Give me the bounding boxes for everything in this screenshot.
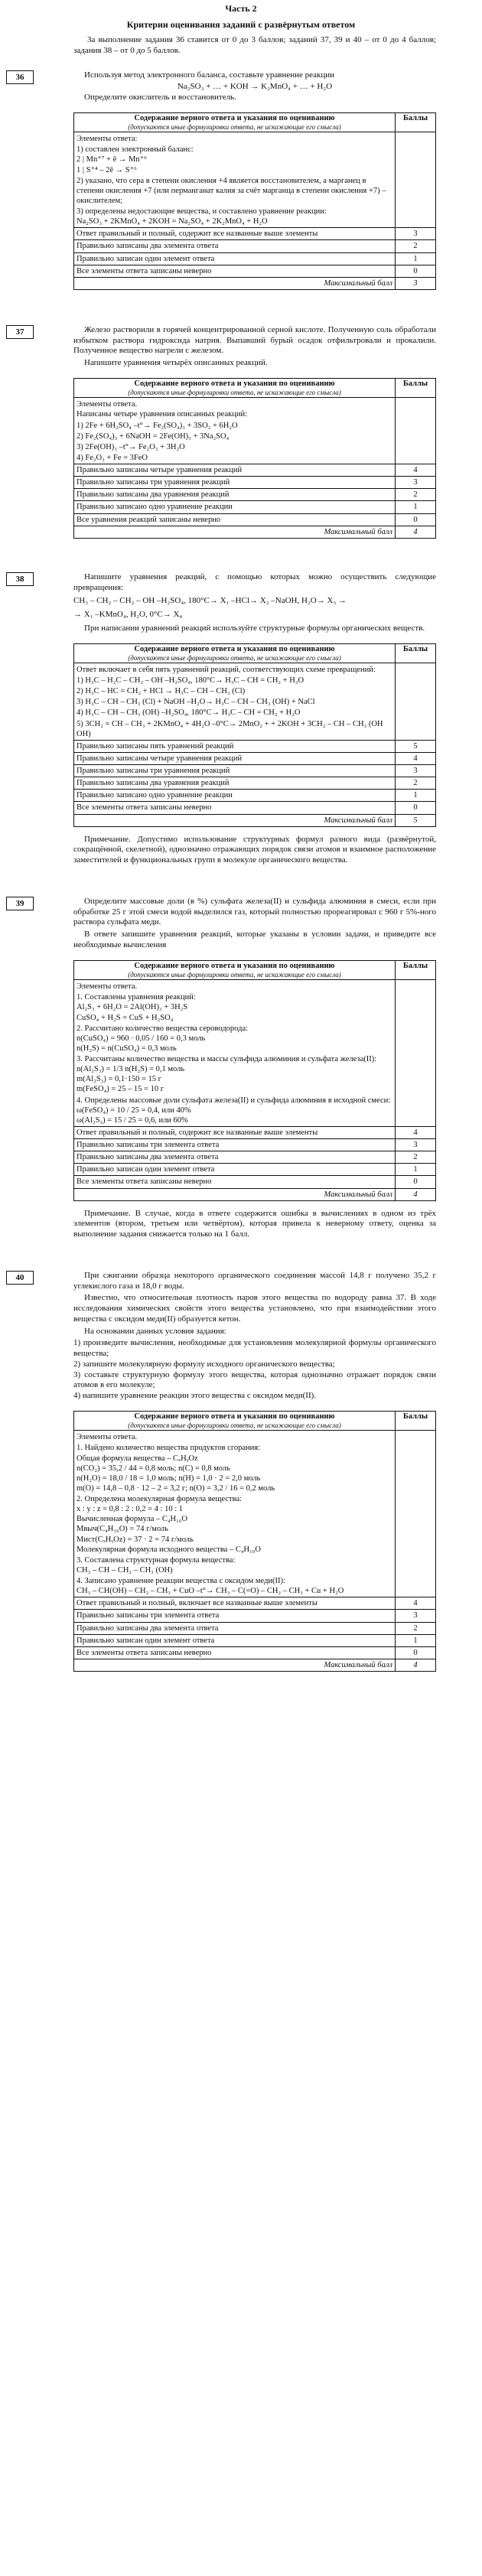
score-row — [74, 790, 436, 802]
score-row — [74, 1164, 436, 1176]
column-header-sublabel: (допускаются иные формулировки ответа, не искажающие его смысла) — [128, 1421, 341, 1429]
score-criterion: Правильно записаны два элемента ответа — [74, 240, 396, 252]
score-points: 0 — [396, 1176, 436, 1188]
score-points: 0 — [396, 1646, 436, 1659]
score-row — [74, 802, 436, 814]
task-number: 39 — [6, 897, 34, 910]
answer-line: n(Al₂S₃) = 1/3 n(H₂S) = 0,1 моль — [77, 1065, 185, 1074]
score-criterion: Ответ правильный и полный, содержит все названные выше элементы — [74, 228, 396, 240]
answer-line: n(CuSO₄) = 960 · 0,05 / 160 = 0,3 моль — [77, 1034, 206, 1043]
score-row — [74, 1139, 436, 1151]
score-criterion: Все элементы ответа записаны неверно — [74, 802, 396, 814]
task-note: Примечание. Допустимо использование структурных формул разного вида (развёрнутой, сокращённой, скелетной), однозначно отражающих порядок связи атомов и взаимное расположение заместителей и функциональных групп в молекуле органического вещества. — [73, 834, 436, 865]
score-points: 0 — [396, 265, 436, 277]
task-equation: Na₂SO₃ + … + KOH → K₂MnO₄ + … + H₂O — [177, 82, 333, 92]
answer-line: 1) H₃C – H₂C – CH₂ – OH –H₂SO₄, 180°C→ H₃C – CH = CH₂ + H₂O — [77, 676, 305, 686]
answer-line: ω(Al₂S₃) = 15 / 25 = 0,6, или 60% — [77, 1115, 188, 1125]
task-paragraph: Определите массовые доли (в %) сульфата железа(II) и сульфида алюминия в смеси, если при обработке 25 г этой смеси водой выделился газ, который полностью прореагировал с 960 г 5%-ного раствора сульфата меди. — [73, 896, 436, 927]
transformation-chain: CH₃ – CH₂ – CH₂ – OH –H₂SO₄, 180°C→ X₁ –HCl→ X₂ –NaOH, H₂O→ X₃ → — [73, 596, 347, 606]
task-note: Примечание. В случае, когда в ответе содержится ошибка в вычислениях в одном из трёх элементов (втором, третьем или четвёртом), которая привела к неверному ответу, оценка за выполнение задания снижается только на 1 балл. — [73, 1208, 436, 1239]
answer-line: m(FeSO₄) = 25 – 15 = 10 г — [77, 1085, 164, 1094]
score-row — [74, 765, 436, 777]
task-39 — [0, 897, 482, 1240]
task-38 — [0, 572, 482, 866]
answer-content-row — [74, 980, 436, 1127]
column-header-sublabel: (допускаются иные формулировки ответа, не искажающие его смысла) — [128, 122, 341, 131]
answer-line: CH₃ – CH – CH₂ – CH₃ (OH) — [77, 1565, 173, 1575]
score-row — [74, 740, 436, 752]
answer-line: ω(FeSO₄) = 10 / 25 = 0,4, или 40% — [77, 1106, 191, 1115]
max-score-label: Максимальный балл — [74, 814, 396, 826]
score-row — [74, 240, 436, 252]
answer-line: 4) Fe₂O₃ + Fe = 3FeO — [77, 453, 148, 462]
answer-line: 5) 3CH₂ = CH – CH₃ + 2KMnO₄ + 4H₂O –0°C→ 2MnO₂ + + 2KOH + 3CH₂ – CH – CH₃ (OH OH) — [77, 719, 383, 738]
score-row — [74, 1634, 436, 1646]
max-score-value: 4 — [396, 526, 436, 538]
score-criterion: Правильно записаны два уравнения реакций — [74, 489, 396, 501]
answer-line: 3) H₃C – CH – CH₃ (Cl) + NaOH –H₂O→ H₃C – CH – CH₃ (OH) + NaCl — [77, 698, 315, 707]
criteria-table — [73, 112, 436, 290]
max-score-label: Максимальный балл — [74, 1188, 396, 1200]
answer-line: 3) определены недостающие вещества, и составлено уравнение реакции: — [77, 207, 327, 217]
column-header-label: Содержание верного ответа и указания по оцениванию — [134, 379, 335, 388]
column-header-content — [74, 378, 396, 397]
max-score-value: 4 — [396, 1659, 436, 1671]
score-criterion: Правильно записано одно уравнение реакции — [74, 501, 396, 513]
task-paragraph: Напишите уравнения четырёх описанных реакций. — [84, 358, 268, 368]
list-item: 2) запишите молекулярную формулу исходного органического вещества; — [73, 1359, 335, 1369]
empty-points-cell — [396, 1431, 436, 1597]
max-score-label: Максимальный балл — [74, 277, 396, 289]
score-points: 2 — [396, 1151, 436, 1164]
task-paragraph: Железо растворили в горячей концентрированной серной кислоте. Полученную соль обработали избытком раствора гидроксида натрия. Выпавший бурый осадок отфильтровали и прокалили. Полученное вещество нагрели с железом. — [73, 324, 436, 356]
score-points: 1 — [396, 790, 436, 802]
score-criterion: Правильно записаны два уравнения реакций — [74, 777, 396, 790]
score-criterion: Правильно записан один элемент ответа — [74, 252, 396, 265]
score-points: 3 — [396, 228, 436, 240]
max-score-row — [74, 1188, 436, 1200]
max-score-value: 3 — [396, 277, 436, 289]
answer-line: m(Al₂S₃) = 0,1·150 = 15 г — [77, 1075, 161, 1084]
answer-content — [74, 980, 396, 1127]
task-text — [73, 897, 436, 951]
task-text — [73, 70, 436, 103]
max-score-row — [74, 526, 436, 538]
answer-line: Al₂S₃ + 6H₂O = 2Al(OH)₃ + 3H₂S — [77, 1003, 188, 1012]
answer-line: 2) Fe₂(SO₄)₃ + 6NaOH = 2Fe(OH)₃ + 3Na₂SO₄ — [77, 432, 230, 441]
answer-line: Na₂SO₃ + 2KMnO₄ + 2KOH = Na₂SO₄ + 2K₂MnO₄ + H₂O — [77, 217, 268, 226]
list-item: 1) произведите вычисления, необходимые для установления молекулярной формулы органического вещества; — [73, 1338, 436, 1359]
score-points: 3 — [396, 765, 436, 777]
task-paragraph: При написании уравнений реакций используйте структурные формулы органических веществ. — [84, 623, 425, 633]
column-header-points: Баллы — [396, 643, 436, 663]
answer-line: 4) H₃C – CH – CH₃ (OH) –H₂SO₄, 180°C→ H₃C – CH = CH₂ + H₂O — [77, 708, 301, 718]
criteria-table — [73, 643, 436, 827]
score-row — [74, 252, 436, 265]
max-score-value: 5 — [396, 814, 436, 826]
score-row — [74, 489, 436, 501]
score-points: 3 — [396, 477, 436, 489]
score-points: 2 — [396, 1622, 436, 1634]
list-item: 4) напишите уравнение реакции этого вещества с оксидом меди(II). — [73, 1391, 317, 1401]
empty-points-cell — [396, 980, 436, 1127]
task-paragraph: Определите окислитель и восстановитель. — [84, 93, 236, 102]
score-row — [74, 501, 436, 513]
task-list — [73, 1338, 436, 1402]
score-row — [74, 1622, 436, 1634]
answer-line: 1. Составлены уравнения реакций: — [77, 993, 196, 1002]
score-row — [74, 1126, 436, 1138]
score-points: 0 — [396, 802, 436, 814]
column-header-label: Содержание верного ответа и указания по оцениванию — [134, 644, 335, 653]
answer-content-row — [74, 1431, 436, 1597]
score-row — [74, 513, 436, 526]
score-points: 1 — [396, 501, 436, 513]
column-header-points: Баллы — [396, 378, 436, 397]
score-points: 0 — [396, 513, 436, 526]
score-points: 1 — [396, 252, 436, 265]
score-row — [74, 752, 436, 764]
column-header-content — [74, 1411, 396, 1430]
answer-line: Элементы ответа. — [77, 982, 138, 992]
score-row — [74, 477, 436, 489]
answer-line: 1. Найдено количество вещества продуктов сгорания: — [77, 1444, 261, 1453]
empty-points-cell — [396, 132, 436, 228]
score-criterion: Правильно записаны три уравнения реакций — [74, 765, 396, 777]
column-header-sublabel: (допускаются иные формулировки ответа, не искажающие его смысла) — [128, 653, 341, 662]
column-header-content — [74, 960, 396, 979]
task-number: 36 — [6, 70, 34, 84]
answer-line: Молекулярная формула исходного вещества – C₄H₁₀O — [77, 1545, 261, 1554]
column-header-label: Содержание верного ответа и указания по оцениванию — [134, 1412, 335, 1421]
max-score-value: 4 — [396, 1188, 436, 1200]
task-number: 40 — [6, 1271, 34, 1285]
task-paragraph: Используя метод электронного баланса, составьте уравнение реакции — [84, 70, 335, 80]
score-criterion: Правильно записаны два элемента ответа — [74, 1151, 396, 1164]
answer-line: n(CO₂) = 35,2 / 44 = 0,8 моль; n(C) = 0,8 моль — [77, 1464, 230, 1473]
answer-line: 1 | S⁺⁴ – 2ē → S⁺⁶ — [77, 165, 137, 174]
answer-content — [74, 663, 396, 740]
score-points: 2 — [396, 489, 436, 501]
score-points: 3 — [396, 1139, 436, 1151]
table-header-row — [74, 112, 436, 132]
answer-line: 1) 2Fe + 6H₂SO₄ –t°→ Fe₂(SO₄)₃ + 3SO₂ + 6H₂O — [77, 421, 238, 430]
column-header-points: Баллы — [396, 112, 436, 132]
table-header-row — [74, 643, 436, 663]
answer-line: 3) 2Fe(OH)₃ –t°→ Fe₂O₃ + 3H₂O — [77, 442, 185, 451]
score-criterion: Правильно записаны три элемента ответа — [74, 1610, 396, 1622]
max-score-row — [74, 1659, 436, 1671]
answer-line: Элементы ответа. — [77, 1433, 138, 1442]
criteria-table — [73, 378, 436, 539]
max-score-label: Максимальный балл — [74, 1659, 396, 1671]
transformation-chain: → X₁ –KMnO₄, H₂O, 0°C→ X₄ — [73, 610, 183, 620]
answer-line: Элементы ответа. — [77, 400, 138, 409]
answer-line: Написаны четыре уравнения описанных реакций: — [77, 410, 247, 419]
answer-line: CH₃ – CH(OH) – CH₂ – CH₃ + CuO –t°→ CH₃ – C(=O) – CH₂ – CH₃ + Cu + H₂O — [77, 1587, 344, 1596]
score-criterion: Все элементы ответа записаны неверно — [74, 265, 396, 277]
answer-content-row — [74, 663, 436, 740]
max-score-row — [74, 814, 436, 826]
answer-line: 2) H₃C – HC = CH₂ + HCl → H₃C – CH – CH₃ (Cl) — [77, 687, 246, 696]
criteria-intro: За выполнение задания 36 ставится от 0 до 3 баллов; заданий 37, 39 и 40 – от 0 до 4 баллов; задания 38 – от 0 до 5 баллов. — [73, 35, 436, 55]
score-points: 3 — [396, 1610, 436, 1622]
answer-content — [74, 132, 396, 228]
answer-line: 2) указано, что сера в степени окисления +4 является восстановителем, а марганец в степени окисления +7 (или перманганат калия за счёт марганца в степени окисления +7) – окислителем; — [77, 176, 386, 205]
table-header-row — [74, 960, 436, 979]
score-points: 1 — [396, 1164, 436, 1176]
score-points: 4 — [396, 1597, 436, 1610]
answer-content — [74, 1431, 396, 1597]
score-criterion: Правильно записано одно уравнение реакции — [74, 790, 396, 802]
answer-line: 2. Определена молекулярная формула вещества: — [77, 1495, 243, 1504]
task-paragraph: Напишите уравнения реакций, с помощью которых можно осуществить следующие превращения: — [73, 572, 436, 592]
score-row — [74, 1646, 436, 1659]
score-points: 2 — [396, 777, 436, 790]
answer-line: CuSO₄ + H₂S = CuS + H₂SO₄ — [77, 1013, 174, 1022]
score-points: 4 — [396, 1126, 436, 1138]
answer-content — [74, 398, 396, 464]
score-criterion: Правильно записаны пять уравнений реакций — [74, 740, 396, 752]
score-criterion: Ответ правильный и полный, включает все названные выше элементы — [74, 1597, 396, 1610]
column-header-sublabel: (допускаются иные формулировки ответа, не искажающие его смысла) — [128, 970, 341, 979]
score-criterion: Правильно записан один элемент ответа — [74, 1634, 396, 1646]
column-header-label: Содержание верного ответа и указания по оцениванию — [134, 961, 335, 970]
task-37 — [0, 325, 482, 539]
criteria-title: Критерии оценивания заданий с развёрнутым ответом — [126, 19, 356, 30]
answer-line: 3. Составлена структурная формула вещества: — [77, 1555, 236, 1565]
empty-points-cell — [396, 398, 436, 464]
score-points: 5 — [396, 740, 436, 752]
score-criterion: Правильно записаны два элемента ответа — [74, 1622, 396, 1634]
score-row — [74, 1176, 436, 1188]
score-criterion: Правильно записан один элемент ответа — [74, 1164, 396, 1176]
score-criterion: Все уравнения реакций записаны неверно — [74, 513, 396, 526]
answer-line: 2. Рассчитано количество вещества сероводорода: — [77, 1024, 249, 1033]
score-criterion: Правильно записаны четыре уравнения реакций — [74, 464, 396, 477]
score-points: 1 — [396, 1634, 436, 1646]
score-criterion: Правильно записаны четыре уравнения реакций — [74, 752, 396, 764]
answer-line: 2 | Mn⁺⁷ + ē → Mn⁺⁶ — [77, 155, 147, 164]
column-header-sublabel: (допускаются иные формулировки ответа, не искажающие его смысла) — [128, 388, 341, 396]
answer-line: Mист(CₓHᵧOz) = 37 · 2 = 74 г/моль — [77, 1535, 194, 1544]
answer-content-row — [74, 398, 436, 464]
score-criterion: Все элементы ответа записаны неверно — [74, 1176, 396, 1188]
answer-line: Общая формула вещества – CₓHᵧOz — [77, 1454, 198, 1463]
score-row — [74, 228, 436, 240]
table-header-row — [74, 1411, 436, 1430]
list-item: 3) составьте структурную формулу этого вещества, которая однозначно отражает порядок связи атомов в его молекуле; — [73, 1369, 436, 1390]
answer-line: Вычисленная формула – C₄H₁₀O — [77, 1515, 188, 1524]
score-row — [74, 1597, 436, 1610]
score-criterion: Правильно записаны три элемента ответа — [74, 1139, 396, 1151]
task-number: 38 — [6, 572, 34, 586]
answer-line: Ответ включает в себя пять уравнений реакций, соответствующих схеме превращений: — [77, 665, 376, 674]
answer-content-row — [74, 132, 436, 228]
score-criterion: Все элементы ответа записаны неверно — [74, 1646, 396, 1659]
score-row — [74, 265, 436, 277]
column-header-points: Баллы — [396, 960, 436, 979]
task-text — [73, 572, 436, 634]
answer-line: 3. Рассчитаны количество вещества и массы сульфида алюминия и сульфата железа(II): — [77, 1055, 377, 1063]
answer-line: Элементы ответа: — [77, 135, 138, 144]
answer-line: 4. Определены массовые доли сульфата железа(II) и сульфида алюминия в исходной смеси: — [77, 1096, 391, 1105]
answer-line: n(H₂S) = n(CuSO₄) = 0,3 моль — [77, 1044, 177, 1053]
task-36 — [0, 70, 482, 290]
task-paragraph: При сжигании образца некоторого органического соединения массой 14,8 г получено 35,2 г углекислого газа и 18,0 г воды. — [73, 1270, 436, 1291]
task-paragraph: На основании данных условия задания: — [84, 1326, 226, 1336]
answer-line: n(H₂O) = 18,0 / 18 = 1,0 моль; n(H) = 1,0 · 2 = 2,0 моль — [77, 1474, 261, 1483]
score-points: 2 — [396, 240, 436, 252]
column-header-points: Баллы — [396, 1411, 436, 1430]
task-paragraph: В ответе запишите уравнения реакций, которые указаны в условии задачи, и приведите все необходимые вычисления — [73, 930, 436, 949]
score-row — [74, 1151, 436, 1164]
answer-line: 4. Записано уравнение реакции вещества с оксидом меди(II): — [77, 1577, 285, 1586]
criteria-table — [73, 1411, 436, 1672]
task-number: 37 — [6, 325, 34, 339]
column-header-label: Содержание верного ответа и указания по оцениванию — [134, 113, 335, 122]
empty-points-cell — [396, 663, 436, 740]
score-points: 4 — [396, 752, 436, 764]
answer-line: 1) составлен электронный баланс: — [77, 145, 194, 155]
max-score-label: Максимальный балл — [74, 526, 396, 538]
score-points: 4 — [396, 464, 436, 477]
score-criterion: Правильно записаны три уравнения реакций — [74, 477, 396, 489]
part-title: Часть 2 — [225, 3, 257, 14]
task-paragraph: Известно, что относительная плотность паров этого вещества по водороду равна 37. В ходе исследования химических свойств этого вещества установлено, что при взаимодействии этого вещества с оксидом меди(II) образуется кетон. — [73, 1293, 436, 1324]
task-text — [73, 325, 436, 369]
task-40 — [0, 1271, 482, 1672]
score-criterion: Ответ правильный и полный, содержит все названные выше элементы — [74, 1126, 396, 1138]
answer-line: m(O) = 14,8 – 0,8 · 12 – 2 = 3,2 г; n(O) = 3,2 / 16 = 0,2 моль — [77, 1483, 275, 1493]
score-row — [74, 464, 436, 477]
column-header-content — [74, 112, 396, 132]
score-row — [74, 1610, 436, 1622]
max-score-row — [74, 277, 436, 289]
answer-line: x : y : z = 0,8 : 2 : 0,2 = 4 : 10 : 1 — [77, 1505, 184, 1514]
task-text — [73, 1271, 436, 1402]
score-row — [74, 777, 436, 790]
column-header-content — [74, 643, 396, 663]
table-header-row — [74, 378, 436, 397]
criteria-table — [73, 960, 436, 1201]
answer-line: Mвыч(C₄H₁₀O) = 74 г/моль — [77, 1525, 169, 1534]
